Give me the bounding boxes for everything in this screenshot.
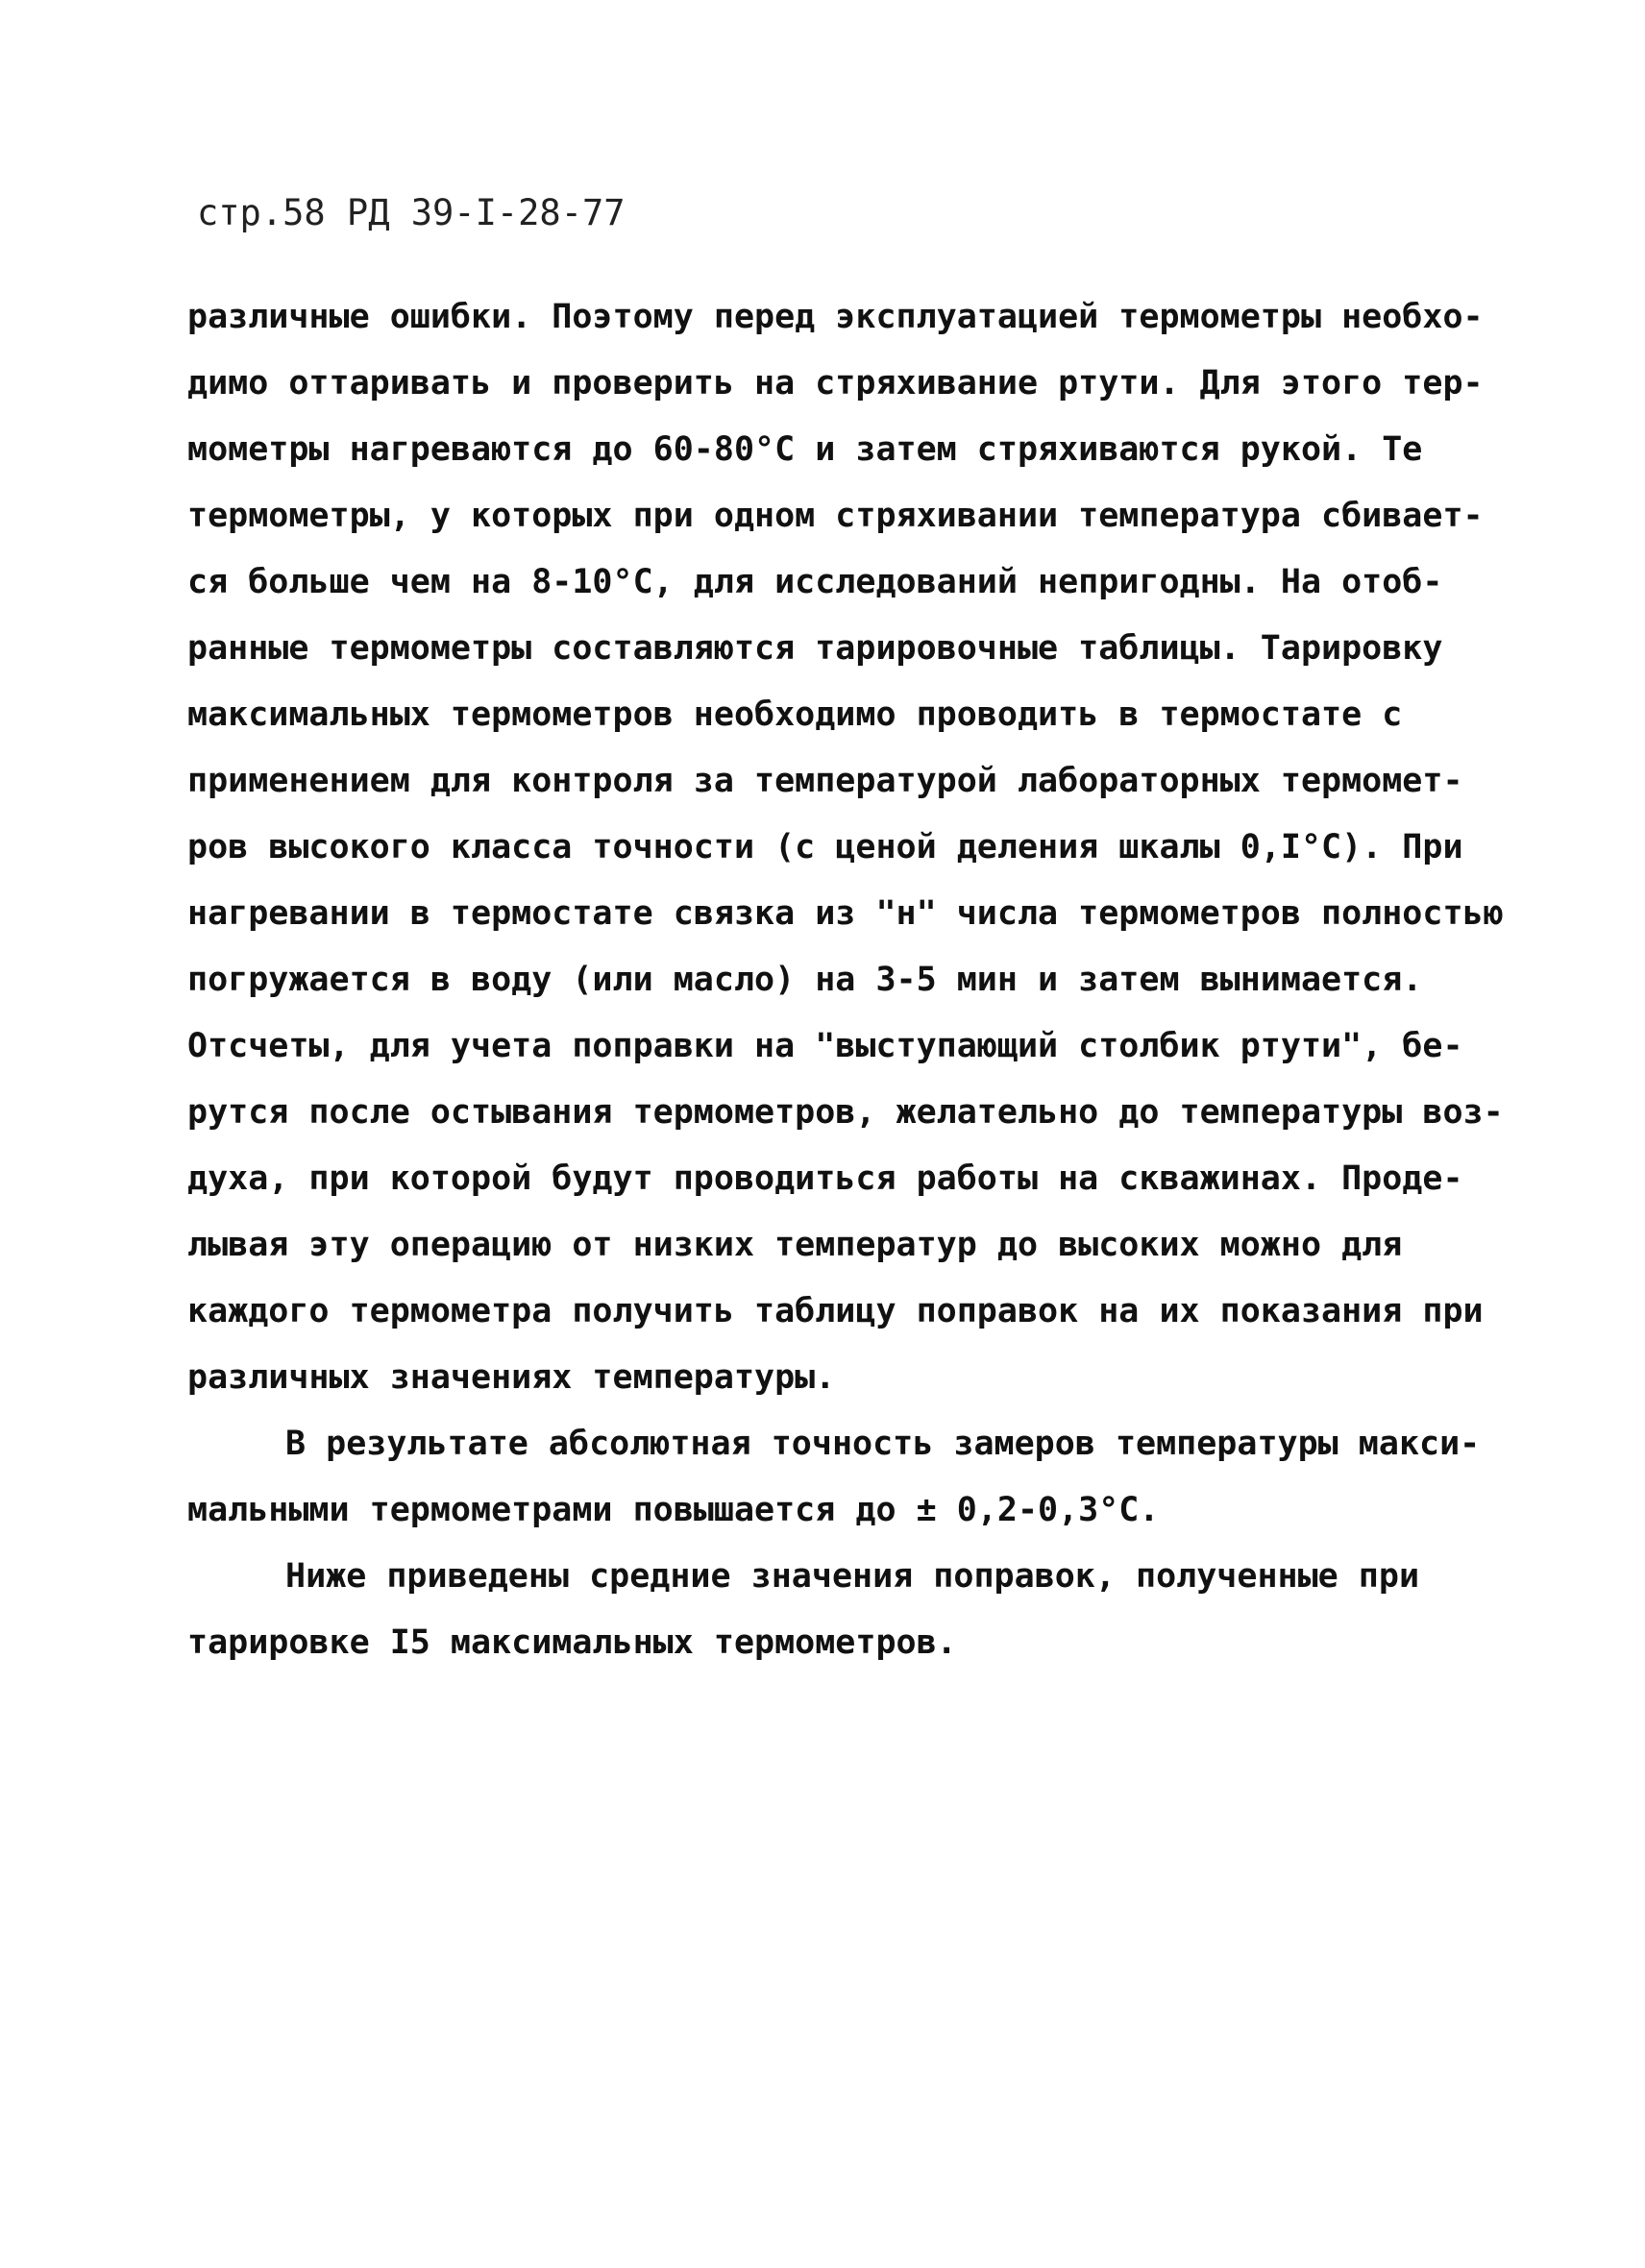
text-line: тарировке I5 максимальных термометров. xyxy=(187,1623,957,1662)
text-line: мальными термометрами повышается до ± 0,2-0,3°С. xyxy=(187,1491,1160,1529)
text-line: максимальных термометров необходимо проводить в термостате с xyxy=(187,695,1403,734)
text-line: В результате абсолютная точность замеров температуры макси- xyxy=(285,1425,1481,1463)
text-line: различные ошибки. Поэтому перед эксплуатацией термометры необхо- xyxy=(187,298,1484,336)
text-line: димо оттаривать и проверить на стряхивание ртути. Для этого тер- xyxy=(187,364,1484,402)
text-line: ся больше чем на 8-10°С, для исследований непригодны. На отоб- xyxy=(187,563,1443,601)
text-line: термометры, у которых при одном стряхивании температура сбивает- xyxy=(187,497,1484,535)
text-line: ранные термометры составляются тарировочные таблицы. Тарировку xyxy=(187,629,1443,668)
text-line: Отсчеты, для учета поправки на "выступающий столбик ртути", бе- xyxy=(187,1027,1463,1065)
text-line: Ниже приведены средние значения поправок, полученные при xyxy=(285,1557,1420,1596)
page-header: стр.58 РД 39-I-28-77 xyxy=(197,192,626,233)
text-line: духа, при которой будут проводиться работы на скважинах. Проде- xyxy=(187,1159,1463,1198)
text-line: ров высокого класса точности (с ценой деления шкалы 0,I°С). При xyxy=(187,828,1463,866)
text-line: применением для контроля за температурой лабораторных термомет- xyxy=(187,762,1463,800)
paragraph-1 xyxy=(187,284,1504,1411)
text-line: различных значениях температуры. xyxy=(187,1358,836,1397)
body-text xyxy=(187,284,1504,1676)
text-line: рутся после остывания термометров, желательно до температуры воз- xyxy=(187,1093,1504,1132)
paragraph-2 xyxy=(187,1411,1504,1544)
text-line: каждого термометра получить таблицу поправок на их показания при xyxy=(187,1292,1484,1330)
text-line: лывая эту операцию от низких температур до высоких можно для xyxy=(187,1226,1403,1264)
paragraph-3 xyxy=(187,1544,1504,1676)
text-line: мометры нагреваются до 60-80°С и затем стряхиваются рукой. Те xyxy=(187,430,1423,469)
text-line: нагревании в термостате связка из "н" числа термометров полностью xyxy=(187,894,1504,933)
text-line: погружается в воду (или масло) на 3-5 мин и затем вынимается. xyxy=(187,961,1423,999)
